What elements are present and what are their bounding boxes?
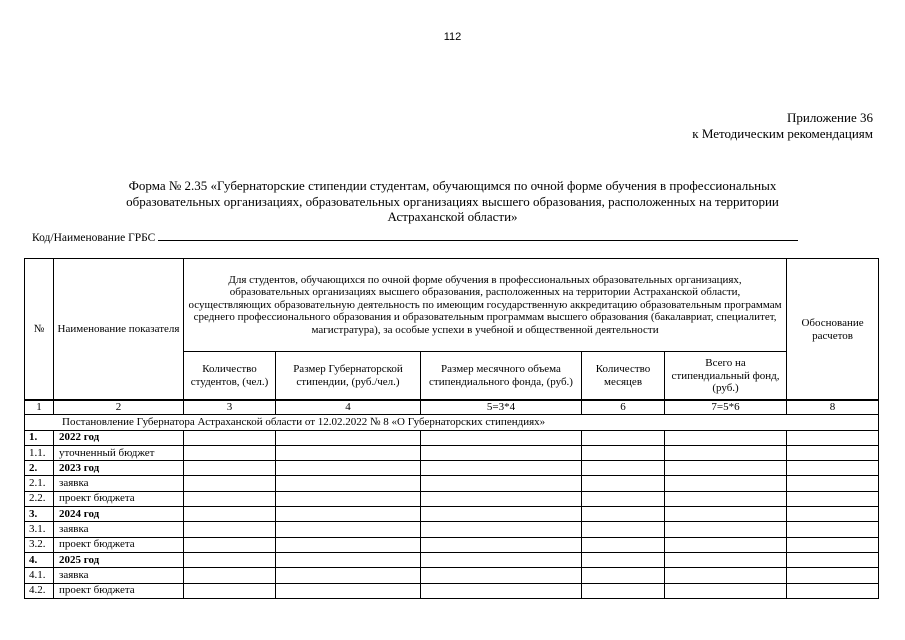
header-students-count: Количество студентов, (чел.)	[184, 352, 276, 401]
table-cell[interactable]	[665, 476, 787, 491]
row-index: 4.1.	[25, 568, 54, 583]
row-index: 1.	[25, 430, 54, 445]
row-index: 2.2.	[25, 491, 54, 506]
grbs-input-line[interactable]	[158, 229, 798, 241]
row-name: проект бюджета	[54, 491, 184, 506]
table-row	[25, 522, 879, 537]
table-cell[interactable]	[582, 583, 665, 598]
header-monthly-fund: Размер месячного объема стипендиального фонда, (руб.)	[421, 352, 582, 401]
table-cell[interactable]	[665, 552, 787, 567]
table-cell[interactable]	[184, 445, 276, 460]
table-cell[interactable]	[421, 537, 582, 552]
column-number: 5=3*4	[421, 400, 582, 415]
row-name: заявка	[54, 568, 184, 583]
table-cell[interactable]	[184, 568, 276, 583]
form-title-line-3: Астраханской области»	[387, 209, 518, 224]
table-cell[interactable]	[184, 583, 276, 598]
row-name: заявка	[54, 476, 184, 491]
table-cell[interactable]	[276, 583, 421, 598]
table-cell[interactable]	[276, 476, 421, 491]
table-row	[25, 537, 879, 552]
table-row	[25, 491, 879, 506]
header-justification: Обоснование расчетов	[787, 259, 879, 401]
row-index: 4.	[25, 552, 54, 567]
table-cell[interactable]	[582, 430, 665, 445]
grbs-field	[32, 229, 798, 245]
header-group: Для студентов, обучающихся по очной форме обучения в профессиональных образовательных организациях, образовательных организациях высшего образования, расположенных на территории Астраханской области, осуществляющих образовательную деятельность по имеющим государственную аккредитацию образовательным программам среднего профессионального образования и образовательным программам высшего образования (бакалавриат, специалитет, магистратура), за особые успехи в учебной и общественной деятельности	[184, 259, 787, 352]
table-cell[interactable]	[184, 461, 276, 476]
table-cell[interactable]	[665, 445, 787, 460]
form-title	[30, 178, 875, 225]
table-cell[interactable]	[276, 537, 421, 552]
table-cell[interactable]	[665, 537, 787, 552]
table-cell[interactable]	[184, 476, 276, 491]
table-cell[interactable]	[421, 568, 582, 583]
row-name: 2025 год	[54, 552, 184, 567]
row-name: уточненный бюджет	[54, 445, 184, 460]
row-name: заявка	[54, 522, 184, 537]
table-cell[interactable]	[276, 461, 421, 476]
table-cell[interactable]	[582, 522, 665, 537]
table-cell[interactable]	[787, 583, 879, 598]
row-index: 3.2.	[25, 537, 54, 552]
table-cell[interactable]	[421, 445, 582, 460]
row-name: проект бюджета	[54, 583, 184, 598]
table-cell[interactable]	[582, 552, 665, 567]
table-cell[interactable]	[421, 507, 582, 522]
row-index: 2.	[25, 461, 54, 476]
row-name: 2022 год	[54, 430, 184, 445]
table-cell[interactable]	[787, 476, 879, 491]
column-number: 3	[184, 400, 276, 415]
table-cell[interactable]	[276, 522, 421, 537]
table-cell[interactable]	[184, 507, 276, 522]
row-name: 2023 год	[54, 461, 184, 476]
table-cell[interactable]	[582, 568, 665, 583]
table-cell[interactable]	[184, 491, 276, 506]
header-indicator: Наименование показателя	[54, 259, 184, 401]
column-number: 4	[276, 400, 421, 415]
column-number: 7=5*6	[665, 400, 787, 415]
table-cell[interactable]	[276, 568, 421, 583]
page-number: 112	[443, 31, 462, 43]
table-cell[interactable]	[582, 445, 665, 460]
table-cell[interactable]	[184, 430, 276, 445]
header-months-count: Количество месяцев	[582, 352, 665, 401]
header-stipend-size: Размер Губернаторской стипендии, (руб./чел.)	[276, 352, 421, 401]
table-cell[interactable]	[787, 491, 879, 506]
column-number: 8	[787, 400, 879, 415]
grbs-label: Код/Наименование ГРБС	[32, 232, 156, 244]
table-cell[interactable]	[184, 537, 276, 552]
table-cell[interactable]	[582, 537, 665, 552]
table-cell[interactable]	[665, 583, 787, 598]
table-cell[interactable]	[787, 430, 879, 445]
table-cell[interactable]	[582, 507, 665, 522]
table-cell[interactable]	[276, 552, 421, 567]
form-title-line-1: Форма № 2.35 «Губернаторские стипендии студентам, обучающимся по очной форме обучения в профессиональных	[128, 178, 777, 193]
table-cell[interactable]	[787, 461, 879, 476]
table-row	[25, 476, 879, 491]
column-number: 1	[25, 400, 54, 415]
table-row	[25, 583, 879, 598]
table-cell[interactable]	[421, 430, 582, 445]
column-numbers-row	[25, 400, 879, 415]
table-cell[interactable]	[276, 430, 421, 445]
table-cell[interactable]	[421, 476, 582, 491]
table-cell[interactable]	[787, 445, 879, 460]
row-index: 4.2.	[25, 583, 54, 598]
appendix-note	[692, 110, 873, 142]
form-title-line-2: образовательных организациях, образовательных организациях высшего образования, расположенных на территории	[126, 193, 779, 209]
table-cell[interactable]	[582, 491, 665, 506]
row-index: 2.1.	[25, 476, 54, 491]
table-cell[interactable]	[665, 522, 787, 537]
table-cell[interactable]	[787, 537, 879, 552]
column-number: 6	[582, 400, 665, 415]
table-row	[25, 507, 879, 522]
table-cell[interactable]	[276, 491, 421, 506]
row-index: 1.1.	[25, 445, 54, 460]
table-cell[interactable]	[421, 522, 582, 537]
table-cell[interactable]	[276, 445, 421, 460]
appendix-line-2: к Методическим рекомендациям	[692, 126, 873, 141]
table-row	[25, 445, 879, 460]
table-cell[interactable]	[421, 461, 582, 476]
decree-text: Постановление Губернатора Астраханской области от 12.02.2022 № 8 «О Губернаторских стипендиях»	[25, 415, 879, 430]
table-row	[25, 568, 879, 583]
table-cell[interactable]	[582, 461, 665, 476]
table-cell[interactable]	[787, 568, 879, 583]
table-cell[interactable]	[276, 507, 421, 522]
row-index: 3.1.	[25, 522, 54, 537]
row-name: проект бюджета	[54, 537, 184, 552]
table-row	[25, 430, 879, 445]
table-cell[interactable]	[665, 491, 787, 506]
table-cell[interactable]	[787, 522, 879, 537]
table-cell[interactable]	[665, 430, 787, 445]
appendix-line-1: Приложение 36	[786, 110, 873, 125]
table-row	[25, 552, 879, 567]
row-name: 2024 год	[54, 507, 184, 522]
table-cell[interactable]	[184, 522, 276, 537]
table-cell[interactable]	[421, 491, 582, 506]
table-body	[24, 399, 879, 599]
table-cell[interactable]	[184, 552, 276, 567]
decree-row	[25, 415, 879, 430]
header-total-fund: Всего на стипендиальный фонд, (руб.)	[665, 352, 787, 401]
row-index: 3.	[25, 507, 54, 522]
table-cell[interactable]	[421, 552, 582, 567]
table-cell[interactable]	[421, 583, 582, 598]
table-cell[interactable]	[665, 461, 787, 476]
table-cell[interactable]	[787, 507, 879, 522]
table-cell[interactable]	[787, 552, 879, 567]
table-header	[24, 258, 879, 401]
table-cell[interactable]	[582, 476, 665, 491]
header-no: №	[25, 259, 54, 401]
table-row	[25, 461, 879, 476]
table-cell[interactable]	[665, 568, 787, 583]
table-cell[interactable]	[665, 507, 787, 522]
column-number: 2	[54, 400, 184, 415]
